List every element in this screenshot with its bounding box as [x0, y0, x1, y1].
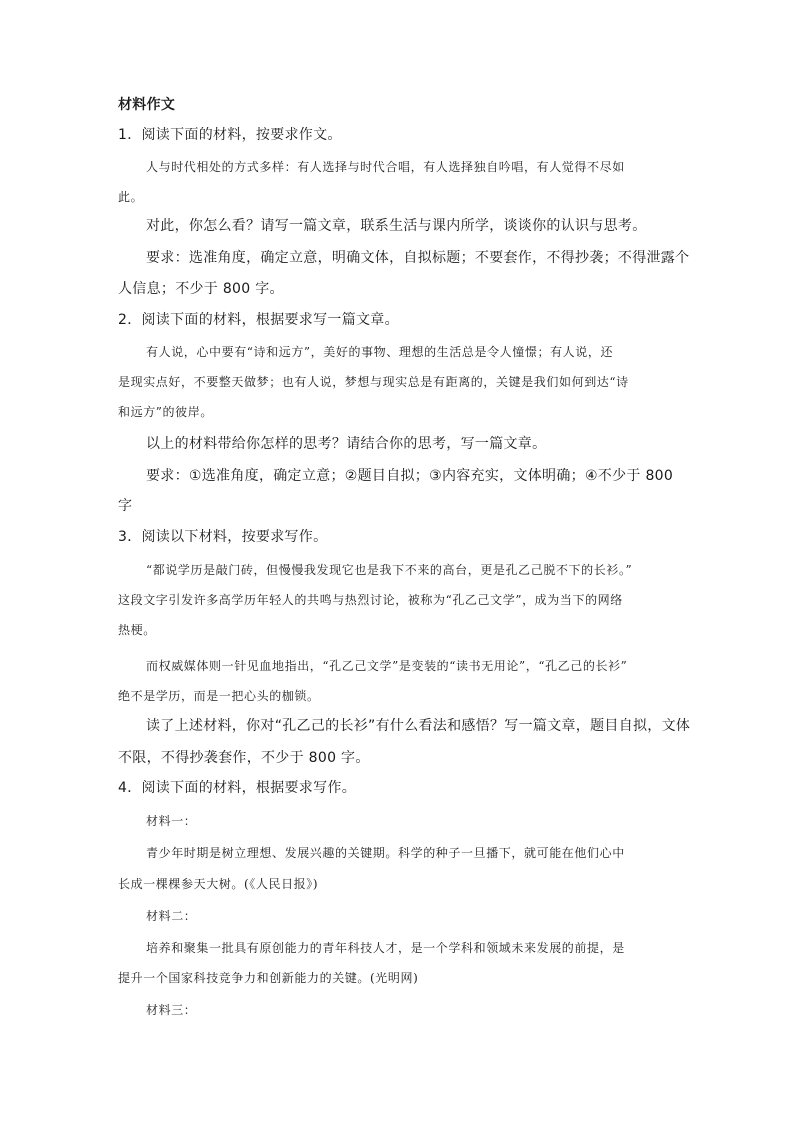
question-4-material-1-label: 材料一：: [146, 814, 197, 828]
question-3-material-line: “都说学历是敲门砖，但慢慢我发现它也是我下不来的高台，更是孔乙己脱不下的长衫。”: [146, 563, 633, 577]
question-2-prompt: 以上的材料带给你怎样的思考？请结合你的思考，写一篇文章。: [146, 436, 547, 452]
question-4-material-2-line: 提升一个国家科技竞争力和创新能力的关键。(光明网): [118, 971, 419, 985]
question-1-material-line: 人与时代相处的方式多样：有人选择与时代合唱，有人选择独自吟唱，有人觉得不尽如: [146, 160, 625, 174]
question-3-prompt-line: 读了上述材料，你对“孔乙己的长衫”有什么看法和感悟？写一篇文章，题目自拟，文体: [146, 718, 691, 734]
question-4-material-3-label: 材料三：: [146, 1003, 197, 1017]
question-4-title: 4．阅读下面的材料，根据要求写作。: [118, 780, 357, 796]
question-4-material-1-line: 青少年时期是树立理想、发展兴趣的关键期。科学的种子一旦播下，就可能在他们心中: [146, 846, 625, 860]
question-2-requirement-line: 字: [118, 498, 133, 514]
question-1-prompt: 对此，你怎么看？请写一篇文章，联系生活与课内所学，谈谈你的认识与思考。: [146, 218, 647, 234]
question-3-material-line: 绝不是学历，而是一把心头的枷锁。: [118, 689, 320, 703]
question-4-material-1-line: 长成一棵棵参天大树。(《人民日报》): [118, 877, 319, 891]
question-2-material-line: 有人说，心中要有“诗和远方”，美好的事物、理想的生活总是令人憧憬；有人说，还: [146, 345, 614, 359]
section-heading: 材料作文: [118, 97, 176, 113]
question-3-title: 3．阅读以下材料，按要求写作。: [118, 529, 328, 545]
question-3-material-line: 这段文字引发许多高学历年轻人的共鸣与热烈讨论，被称为“孔乙己文学”，成为当下的网络: [118, 593, 623, 607]
question-4-material-2-label: 材料二：: [146, 909, 197, 923]
question-1-title: 1．阅读下面的材料，按要求作文。: [118, 127, 342, 143]
question-1-requirement-line: 人信息；不少于 800 字。: [118, 281, 284, 297]
question-1-material-line: 此。: [118, 190, 144, 204]
question-3-material-line: 而权威媒体则一针见血地指出，“孔乙己文学”是变装的“读书无用论”，“孔乙己的长衫”: [146, 659, 628, 673]
question-2-requirement-line: 要求：①选准角度，确定立意；②题目自拟；③内容充实，文体明确；④不少于 800: [146, 468, 674, 484]
question-3-prompt-line: 不限，不得抄袭套作，不少于 800 字。: [118, 750, 370, 766]
question-2-material-line: 是现实点好，不要整天做梦；也有人说，梦想与现实总是有距离的，关键是我们如何到达“诗: [118, 375, 629, 389]
question-2-material-line: 和远方”的彼岸。: [118, 405, 213, 419]
question-2-title: 2．阅读下面的材料，根据要求写一篇文章。: [118, 312, 399, 328]
question-3-material-line: 热梗。: [118, 623, 156, 637]
question-1-requirement-line: 要求：选准角度，确定立意，明确文体，自拟标题；不要套作，不得抄袭；不得泄露个: [146, 250, 690, 266]
question-4-material-2-line: 培养和聚集一批具有原创能力的青年科技人才，是一个学科和领域未来发展的前提，是: [146, 941, 625, 955]
